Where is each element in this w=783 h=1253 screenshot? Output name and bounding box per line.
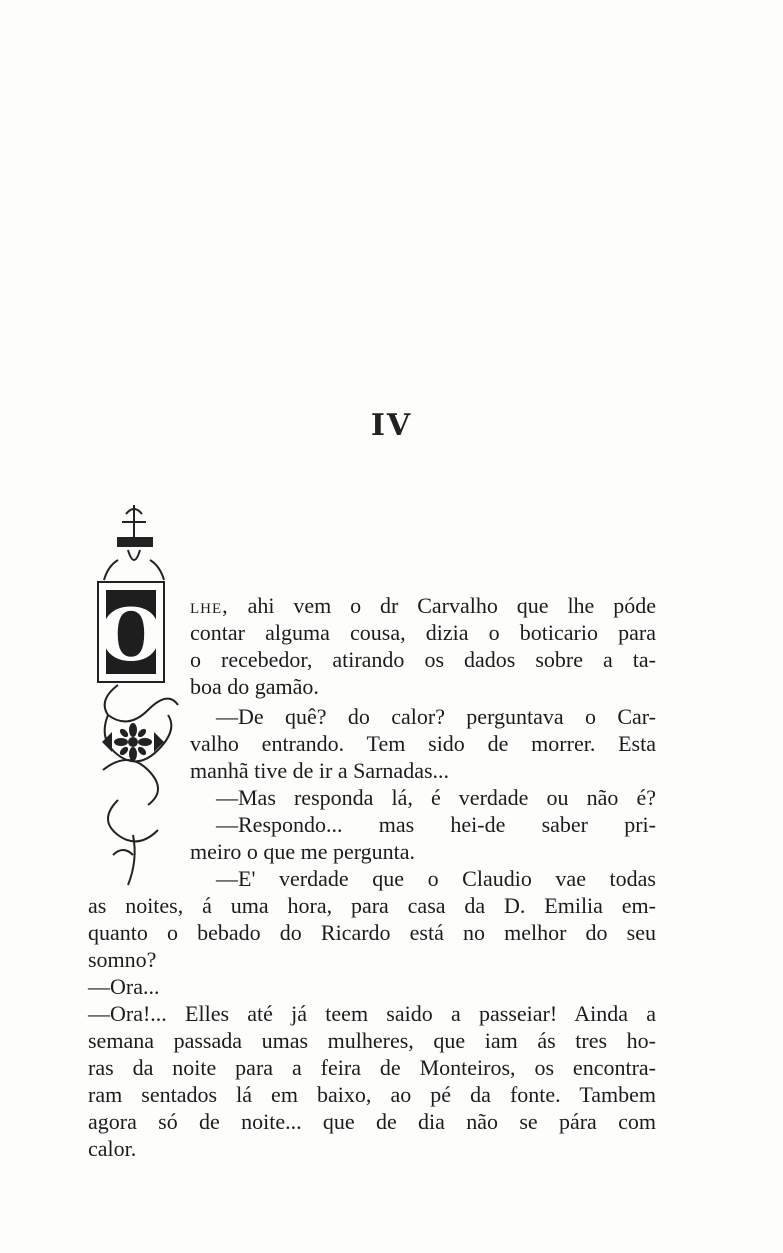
initial-letter: O xyxy=(99,592,163,677)
text-line-12: as noites, á uma hora, para casa da D. Emilia em- xyxy=(88,893,656,918)
text-line-5: —De quê? do calor? perguntava o Car- xyxy=(216,704,656,729)
text-line-1 xyxy=(190,592,656,619)
text-line-16: —Ora!... Elles até já teem saido a passeiar! Ainda a xyxy=(88,1001,656,1026)
initial-flourish xyxy=(103,685,178,885)
text-line-20: agora só de noite... que de dia não se pára com xyxy=(88,1109,656,1134)
text-line-3: o recebedor, atirando os dados sobre a ta- xyxy=(190,647,656,672)
text-line-9: —Respondo... mas hei-de saber pri- xyxy=(216,812,656,837)
text-line-17: semana passada umas mulheres, que iam ás tres ho- xyxy=(88,1028,656,1053)
text-line-19: ram sentados lá em baixo, ao pé da fonte. Tambem xyxy=(88,1082,656,1107)
opening-word: lhe, xyxy=(190,593,229,618)
text-line-15: —Ora... xyxy=(88,974,160,999)
text-line-2: contar alguma cousa, dizia o boticario para xyxy=(190,620,656,645)
text-line-11: —E' verdade que o Claudio vae todas xyxy=(216,866,656,891)
initial-finial-ornament xyxy=(104,505,164,580)
initial-flower-icon xyxy=(102,723,164,761)
ornamental-initial xyxy=(88,500,188,895)
text-line-13: quanto o bebado do Ricardo está no melhor do seu xyxy=(88,920,656,945)
text-line-1-rest: ahi vem o dr Carvalho que lhe póde xyxy=(228,593,656,618)
text-line-7: manhã tive de ir a Sarnadas... xyxy=(190,758,450,783)
text-line-6: valho entrando. Tem sido de morrer. Esta xyxy=(190,731,656,756)
text-line-8: —Mas responda lá, é verdade ou não é? xyxy=(216,785,656,810)
text-line-10: meiro o que me pergunta. xyxy=(190,839,416,864)
text-line-18: ras da noite para a feira de Monteiros, os encontra- xyxy=(88,1055,656,1080)
text-line-21: calor. xyxy=(88,1136,137,1161)
text-line-14: somno? xyxy=(88,947,157,972)
chapter-number: IV xyxy=(370,408,413,443)
text-line-4: boa do gamão. xyxy=(190,674,319,699)
